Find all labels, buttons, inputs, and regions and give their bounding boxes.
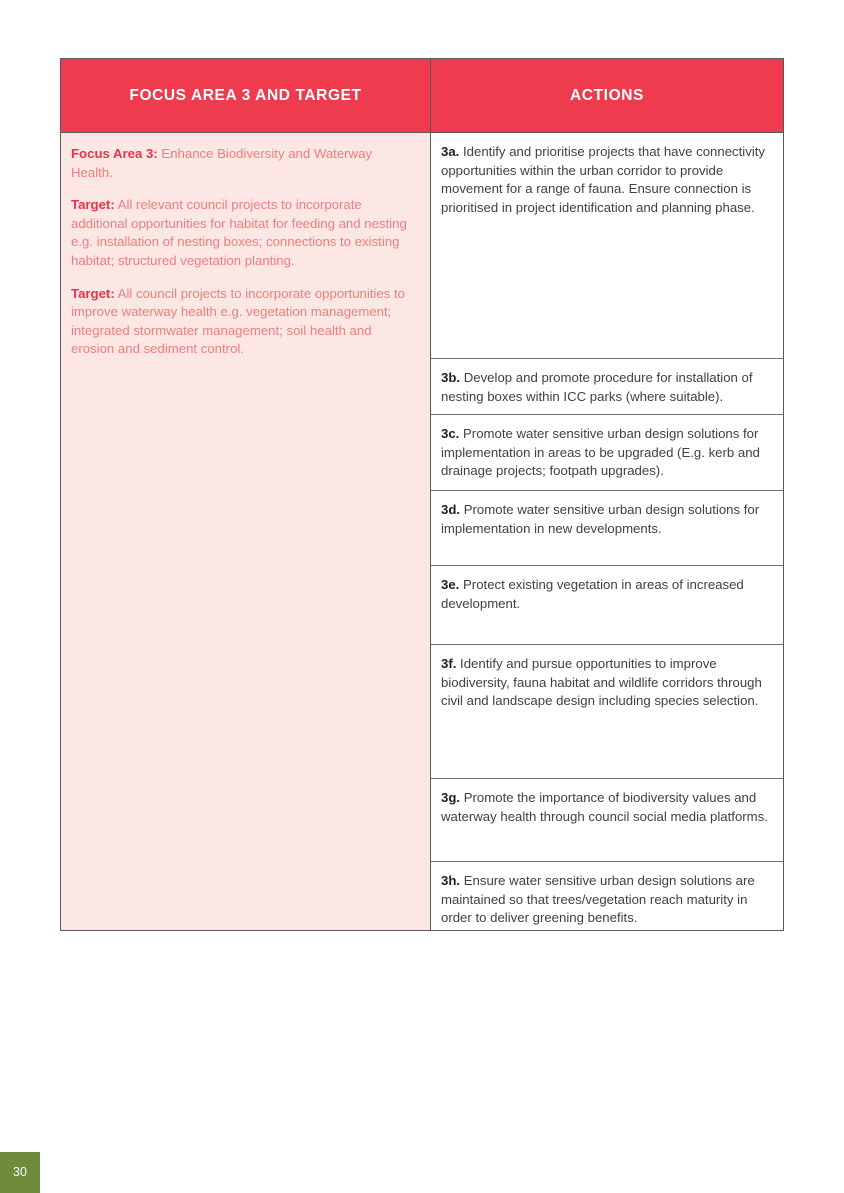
focus-area-paragraph-label: Target:	[71, 285, 115, 301]
action-row	[431, 779, 783, 862]
page-number-badge: 30	[0, 1152, 40, 1193]
focus-area-paragraph-text: All relevant council projects to incorporate additional opportunities for habitat for feeding and nesting e.g. installation of nesting boxes; connections to existing habitat; structured vegetation planting.	[71, 197, 407, 268]
action-row-text: Promote water sensitive urban design solutions for implementation in new developments.	[441, 502, 760, 536]
action-row	[431, 415, 783, 491]
action-row-label: 3d.	[441, 502, 461, 517]
focus-area-paragraph-text: All council projects to incorporate opportunities to improve waterway health e.g. vegetation management; integrated stormwater management; soil health and erosion and sediment control.	[71, 285, 406, 357]
focus-area-paragraph-label: Focus Area 3:	[71, 146, 158, 161]
action-row-text: Protect existing vegetation in areas of increased development.	[441, 577, 744, 611]
focus-area-column	[61, 59, 431, 930]
action-row	[431, 566, 783, 645]
table-grid	[61, 59, 783, 930]
action-row-text: Identify and pursue opportunities to improve biodiversity, fauna habitat and wildlife corridors through civil and landscape design including species selection.	[441, 656, 762, 709]
action-row	[431, 645, 783, 779]
focus-area-paragraph	[71, 145, 416, 182]
actions-column	[431, 59, 783, 930]
focus-area-table	[60, 58, 784, 931]
table-header-focus-area: FOCUS AREA 3 AND TARGET	[61, 59, 430, 133]
action-row	[431, 359, 783, 415]
focus-area-paragraph-text: Enhance Biodiversity and Waterway Health.	[71, 146, 373, 180]
action-row-text: Ensure water sensitive urban design solutions are maintained so that trees/vegetation reach maturity in order to deliver greening benefits.	[441, 873, 755, 926]
action-row	[431, 491, 783, 566]
action-row-text: Promote water sensitive urban design solutions for implementation in areas to be upgraded (E.g. kerb and drainage projects; footpath upgrades).	[441, 426, 760, 479]
focus-area-paragraph	[71, 196, 416, 270]
table-header-actions: ACTIONS	[431, 59, 783, 133]
action-row-label: 3h.	[441, 873, 461, 888]
action-row	[431, 133, 783, 359]
action-row-label: 3c.	[441, 426, 460, 441]
action-row-text: Identify and prioritise projects that have connectivity opportunities within the urban corridor to provide movement for a range of fauna. Ensure connection is prioritised in project identification and planning phase.	[441, 144, 766, 215]
action-row	[431, 862, 783, 930]
action-row-label: 3a.	[441, 144, 460, 159]
action-row-label: 3f.	[441, 656, 457, 671]
action-row-text: Promote the importance of biodiversity values and waterway health through council social media platforms.	[441, 790, 768, 824]
action-row-label: 3g.	[441, 790, 461, 805]
focus-area-paragraph	[71, 285, 416, 359]
action-row-label: 3e.	[441, 577, 460, 592]
actions-list	[431, 133, 783, 930]
action-row-text: Develop and promote procedure for installation of nesting boxes within ICC parks (where suitable).	[441, 370, 753, 404]
action-row-label: 3b.	[441, 370, 461, 385]
focus-area-paragraph-label: Target:	[71, 197, 115, 213]
focus-area-cell	[61, 133, 430, 930]
